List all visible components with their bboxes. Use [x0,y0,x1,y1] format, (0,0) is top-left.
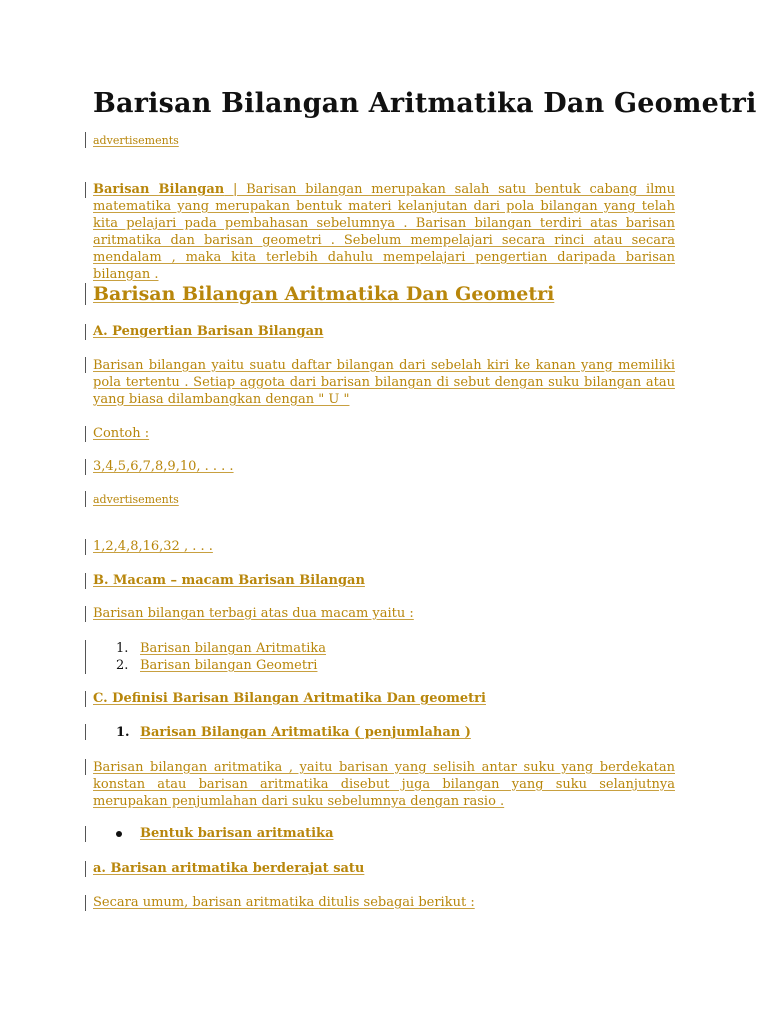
intro-body[interactable]: | Barisan bilangan merupakan salah satu bentuk cabang ilmu matematika yang merupakan bentuk materi kelanjutan dari pola bilangan yang telah kita pelajari pada pembahasan sebelumnya . Barisan bilangan terdiri atas barisan aritmatika dan barisan geometri . Sebelum mempelajari secara rinci atau secara mendalam , maka kita terlebih dahulu mempelajari pengertian daripada barisan bilangan . [93,182,675,282]
section-c-paragraph[interactable]: Barisan bilangan aritmatika , yaitu barisan yang selisih antar suku yang berdekatan konstan atau barisan aritmatika disebut juga bilangan yang suku selanjutnya merupakan penjumlahan dari suku sebelumnya dengan rasio . [93,760,675,809]
closing-paragraph[interactable]: Secara umum, barisan aritmatika ditulis sebagai berikut : [93,895,475,910]
section-a-heading[interactable]: A. Pengertian Barisan Bilangan [93,324,324,339]
main-heading[interactable]: Barisan Bilangan Aritmatika Dan Geometri [93,283,555,305]
text-cursor [85,459,86,475]
text-cursor [85,491,86,507]
text-cursor [85,861,86,877]
text-cursor [85,539,86,555]
section-c-heading[interactable]: C. Definisi Barisan Bilangan Aritmatika Dan geometri [93,691,486,706]
example-sequence-2[interactable]: 1,2,4,8,16,32 , . . . [93,539,213,554]
page-title: Barisan Bilangan Aritmatika Dan Geometri [93,88,757,119]
intro-paragraph[interactable] [93,181,675,283]
intro-lead[interactable]: Barisan Bilangan [93,182,225,197]
list-number: 1. [116,641,129,656]
text-cursor [85,895,86,911]
advertisements-link[interactable]: advertisements [93,134,179,147]
text-cursor [85,640,86,674]
text-cursor [85,826,86,842]
bullet-icon [116,831,122,837]
text-cursor [85,606,86,622]
section-b-paragraph[interactable]: Barisan bilangan terbagi atas dua macam yaitu : [93,606,414,621]
text-cursor [85,691,86,707]
text-cursor [85,324,86,340]
text-cursor [85,426,86,442]
list-number: 2. [116,658,129,673]
text-cursor [85,759,86,775]
advertisements-link[interactable]: advertisements [93,493,179,506]
list-item-geometri[interactable]: Barisan bilangan Geometri [140,658,318,673]
text-cursor [85,573,86,589]
text-cursor [85,357,86,373]
bullet-item-bentuk[interactable]: Bentuk barisan aritmatika [140,826,334,841]
text-cursor [85,182,86,198]
contoh-label[interactable]: Contoh : [93,426,150,441]
section-a-paragraph[interactable]: Barisan bilangan yaitu suatu daftar bilangan dari sebelah kiri ke kanan yang memiliki pola tertentu . Setiap aggota dari barisan bilangan di sebut dengan suku bilangan atau yang biasa dilambangkan dengan " U " [93,358,675,407]
list-item-aritmatika[interactable]: Barisan bilangan Aritmatika [140,641,327,656]
text-cursor [85,724,86,740]
subsection-a-heading[interactable]: a. Barisan aritmatika berderajat satu [93,861,365,876]
subheading-aritmatika[interactable]: Barisan Bilangan Aritmatika ( penjumlahan ) [140,725,471,740]
section-b-heading[interactable]: B. Macam – macam Barisan Bilangan [93,573,365,588]
text-cursor [85,283,86,305]
text-cursor [85,132,86,148]
example-sequence-1[interactable]: 3,4,5,6,7,8,9,10, . . . . [93,459,234,474]
list-number: 1. [116,725,130,740]
